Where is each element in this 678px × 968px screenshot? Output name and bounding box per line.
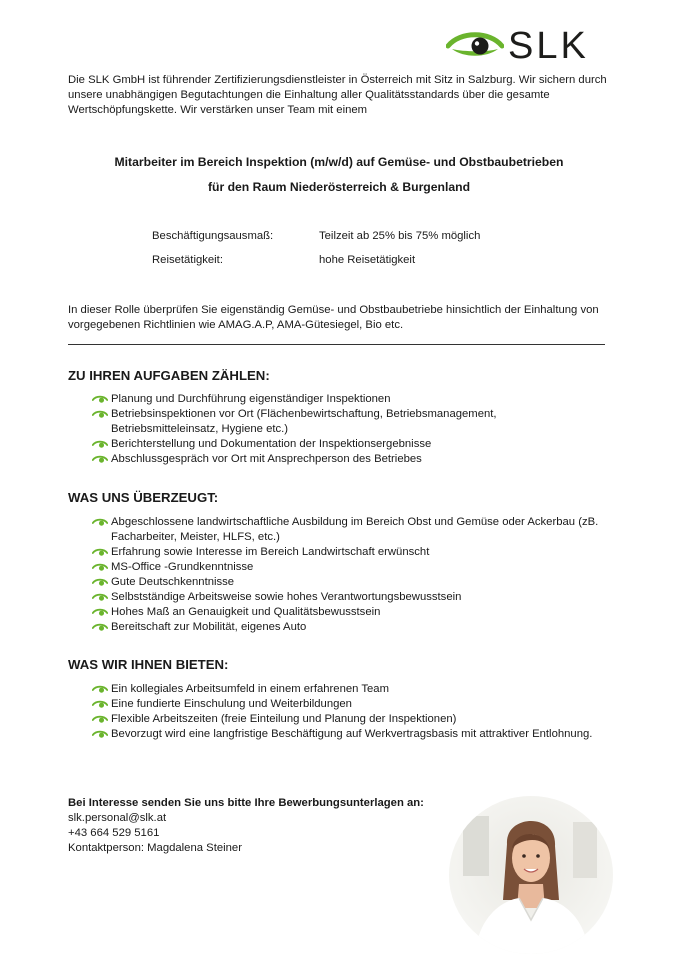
list-item-text: Flexible Arbeitszeiten (freie Einteilung und Planung der Inspektionen) (111, 713, 457, 725)
contact-phone[interactable]: +43 664 529 5161 (68, 827, 160, 839)
list-item-text: Abgeschlossene landwirtschaftliche Ausbildung im Bereich Obst und Gemüse oder Ackerbau (zB. Facharbeiter, Meister, HLFS, etc.) (111, 516, 599, 543)
list-item-text: Planung und Durchführung eigenständiger Inspektionen (111, 393, 391, 405)
fact-row-travel (152, 254, 480, 278)
section-title-requirements: WAS UNS ÜBERZEUGT: (68, 490, 219, 505)
green-eye-bullet-icon (92, 410, 108, 419)
green-eye-bullet-icon (92, 440, 108, 449)
job-facts (152, 230, 480, 278)
list-item-text: Betriebsinspektionen vor Ort (Flächenbewirtschaftung, Betriebsmanagement, Betriebsmitteleinsatz, Hygiene etc.) (111, 408, 497, 435)
eye-logo-icon (446, 28, 504, 64)
list-item-text: Bevorzugt wird eine langfristige Beschäftigung auf Werkvertragsbasis mit attraktiver Entlohnung. (111, 728, 593, 740)
green-eye-bullet-icon (92, 730, 108, 739)
list-item-text: Selbstständige Arbeitsweise sowie hohes Verantwortungsbewusstsein (111, 591, 462, 603)
list-item (92, 727, 602, 742)
logo-text: SLK (508, 25, 589, 67)
list-item-text: Eine fundierte Einschulung und Weiterbildungen (111, 698, 352, 710)
company-intro: Die SLK GmbH ist führender Zertifizierungsdienstleister in Österreich mit Sitz in Salzburg. Wir sichern durch unsere unabhängigen Begutachtungen die Einhaltung aller Qualitätsstandards über die gesamte Wertschöpfungskette. Wir verstärken unser Team mit einem (68, 74, 607, 116)
section-title-offer: WAS WIR IHNEN BIETEN: (68, 657, 229, 672)
green-eye-bullet-icon (92, 548, 108, 557)
list-item-text: Hohes Maß an Genauigkeit und Qualitätsbewusstsein (111, 606, 381, 618)
fact-label: Reisetätigkeit: (152, 254, 223, 266)
list-item-text: Gute Deutschkenntnisse (111, 576, 235, 588)
fact-value: hohe Reisetätigkeit (319, 254, 416, 266)
list-item-text: Erfahrung sowie Interesse im Bereich Landwirtschaft erwünscht (111, 546, 430, 558)
contact-heading: Bei Interesse senden Sie uns bitte Ihre Bewerbungsunterlagen an: (68, 797, 424, 809)
list-item-text: Bereitschaft zur Mobilität, eigenes Auto (111, 621, 307, 633)
job-title-line-1: Mitarbeiter im Bereich Inspektion (m/w/d) auf Gemüse- und Obstbaubetrieben (114, 155, 564, 169)
green-eye-bullet-icon (92, 623, 108, 632)
requirements-list (92, 515, 602, 635)
list-item (92, 437, 602, 452)
green-eye-bullet-icon (92, 395, 108, 404)
list-item (92, 452, 602, 467)
green-eye-bullet-icon (92, 578, 108, 587)
green-eye-bullet-icon (92, 685, 108, 694)
role-description: In dieser Rolle überprüfen Sie eigenständig Gemüse- und Obstbaubetriebe hinsichtlich der Einhaltung von vorgegebenen Richtlinien wie AMAG.A.P, AMA-Gütesiegel, Bio etc. (68, 304, 599, 331)
section-title-tasks: ZU IHREN AUFGABEN ZÄHLEN: (68, 368, 270, 383)
job-title-line-2: für den Raum Niederösterreich & Burgenland (207, 180, 471, 194)
list-item-text: Berichterstellung und Dokumentation der Inspektionsergebnisse (111, 438, 432, 450)
green-eye-bullet-icon (92, 518, 108, 527)
list-item (92, 392, 602, 407)
list-item (92, 682, 602, 697)
contact-email[interactable]: slk.personal@slk.at (68, 812, 167, 824)
green-eye-bullet-icon (92, 593, 108, 602)
list-item (92, 620, 602, 635)
green-eye-bullet-icon (92, 700, 108, 709)
slk-logo (446, 25, 589, 67)
list-item (92, 545, 602, 560)
list-item (92, 515, 602, 545)
fact-label: Beschäftigungsausmaß: (152, 230, 274, 242)
list-item-text: Abschlussgespräch vor Ort mit Ansprechperson des Betriebes (111, 453, 422, 465)
contact-person-photo (449, 796, 613, 954)
green-eye-bullet-icon (92, 563, 108, 572)
contact-person: Kontaktperson: Magdalena Steiner (68, 842, 242, 854)
fact-row-employment (152, 230, 480, 254)
tasks-list (92, 392, 602, 467)
green-eye-bullet-icon (92, 455, 108, 464)
list-item-text: MS-Office -Grundkenntnisse (111, 561, 254, 573)
list-item (92, 560, 602, 575)
list-item (92, 712, 602, 727)
divider (68, 344, 605, 345)
list-item-text: Ein kollegiales Arbeitsumfeld in einem erfahrenen Team (111, 683, 389, 695)
list-item (92, 697, 602, 712)
green-eye-bullet-icon (92, 608, 108, 617)
portrait-illustration (449, 796, 613, 954)
fact-value: Teilzeit ab 25% bis 75% möglich (319, 230, 481, 242)
offer-list (92, 682, 602, 742)
green-eye-bullet-icon (92, 715, 108, 724)
list-item (92, 590, 602, 605)
list-item (92, 575, 602, 590)
list-item (92, 407, 602, 437)
contact-block (68, 796, 424, 856)
list-item (92, 605, 602, 620)
